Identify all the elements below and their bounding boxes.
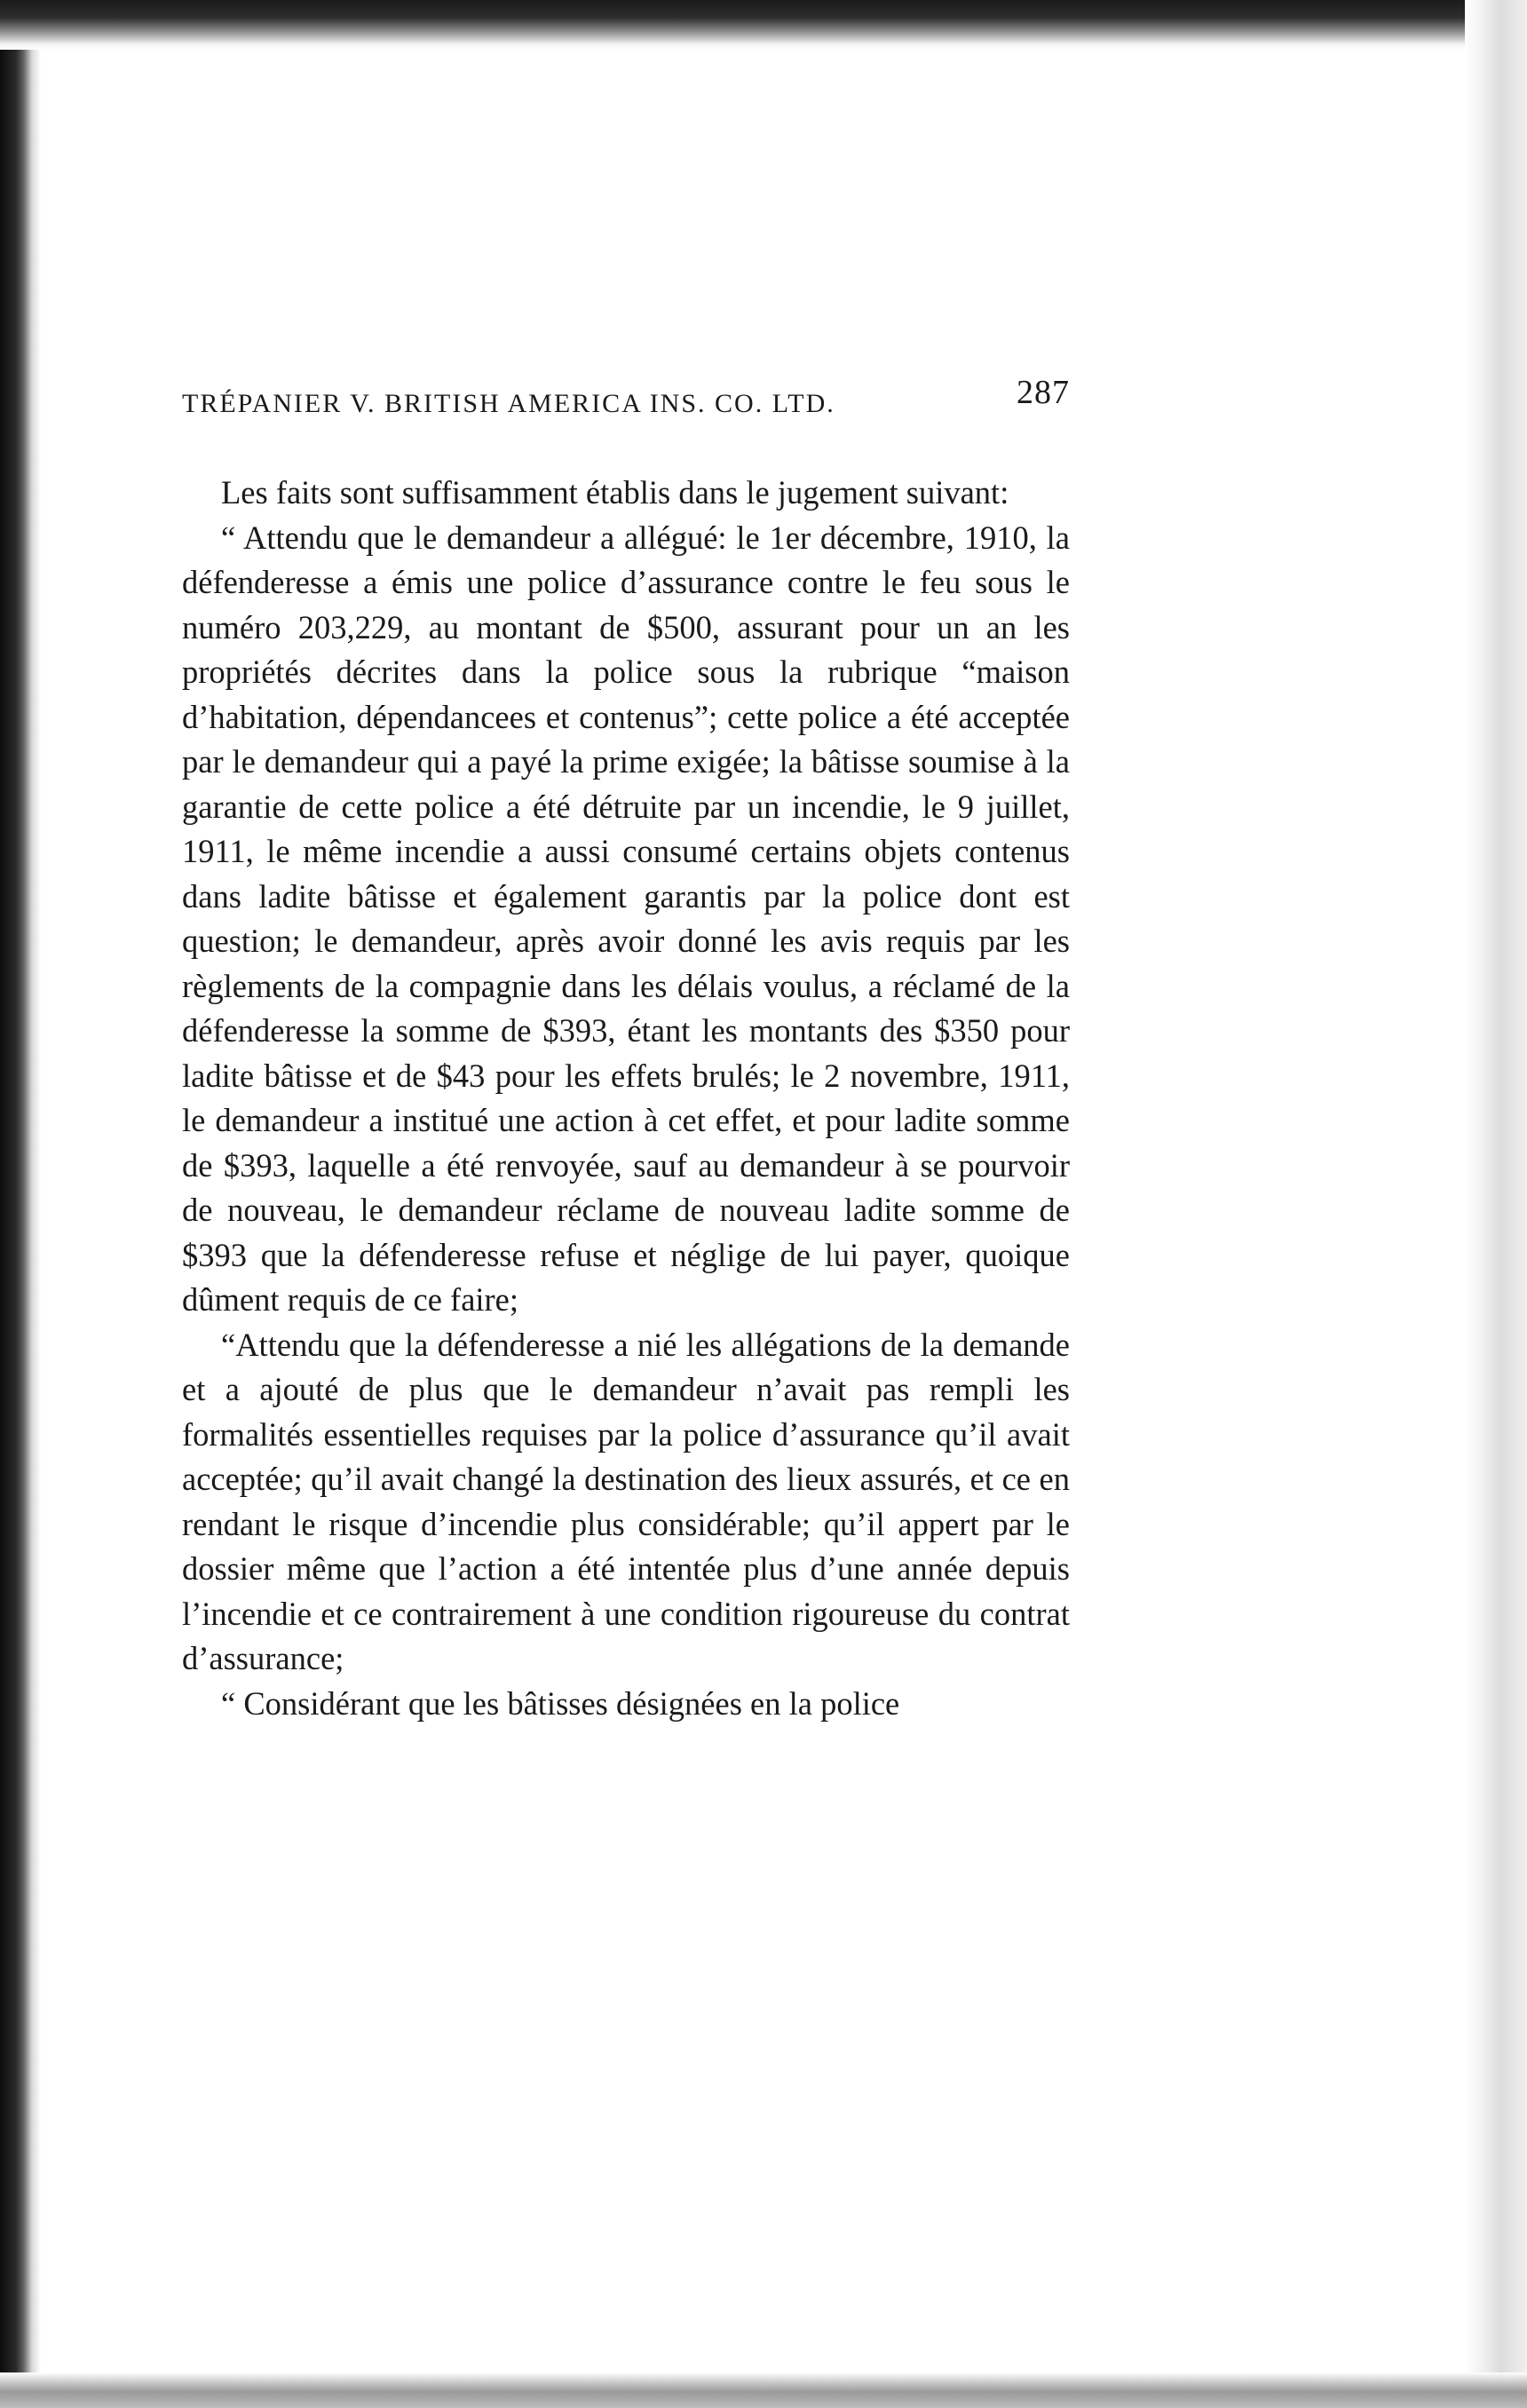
body-text	[182, 471, 1070, 1726]
paragraph: “ Attendu que le demandeur a allégué: le 1er décembre, 1910, la défenderesse a émis une police d’assurance contre le feu sous le numéro 203,229, au montant de $500, assurant pour un an les propriétés décrites dans la police sous la rubrique “maison d’habitation, dépendancees et contenus”; cette police a été acceptée par le demandeur qui a payé la prime exigée; la bâtisse soumise à la garantie de cette police a été détruite par un incendie, le 9 juillet, 1911, le même incendie a aussi consumé certains objets contenus dans ladite bâtisse et également garantis par la police dont est question; le demandeur, après avoir donné les avis requis par les règlements de la compagnie dans les délais voulus, a réclamé de la défenderesse la somme de $393, étant les montants des $350 pour ladite bâtisse et de $43 pour les effets brulés; le 2 novembre, 1911, le demandeur a institué une action à cet effet, et pour ladite somme de $393, laquelle a été renvoyée, sauf au demandeur à se pourvoir de nouveau, le demandeur réclame de nouveau ladite somme de $393 que la défenderesse refuse et néglige de lui payer, quoique dûment requis de ce faire;	[182, 519, 1070, 1318]
scan-right-edge	[1465, 0, 1527, 2408]
scan-bottom-edge	[0, 2372, 1527, 2408]
paragraph: Les faits sont suffisamment établis dans le jugement suivant:	[221, 474, 1009, 511]
running-head	[182, 373, 1070, 426]
paragraph: “Attendu que la défenderesse a nié les allégations de la demande et a ajouté de plus que le demandeur n’avait pas rempli les formalités essentielles requises par la police d’assurance qu’il avait acceptée; qu’il avait changé la destination des lieux assurés, et ce en rendant le risque d’incendie plus considérable; qu’il appert par le dossier même que l’action a été intentée plus d’une année depuis l’incendie et ce contrairement à une condition rigoureuse du contrat d’assurance;	[182, 1326, 1070, 1676]
scan-top-edge	[0, 0, 1527, 50]
paragraph: “ Considérant que les bâtisses désignées en la police	[221, 1684, 900, 1722]
page-number: 287	[1017, 374, 1070, 411]
running-title: TRÉPANIER V. BRITISH AMERICA INS. CO. LTD.	[182, 389, 835, 418]
book-page	[182, 373, 1070, 1726]
scan-left-edge	[0, 0, 41, 2408]
